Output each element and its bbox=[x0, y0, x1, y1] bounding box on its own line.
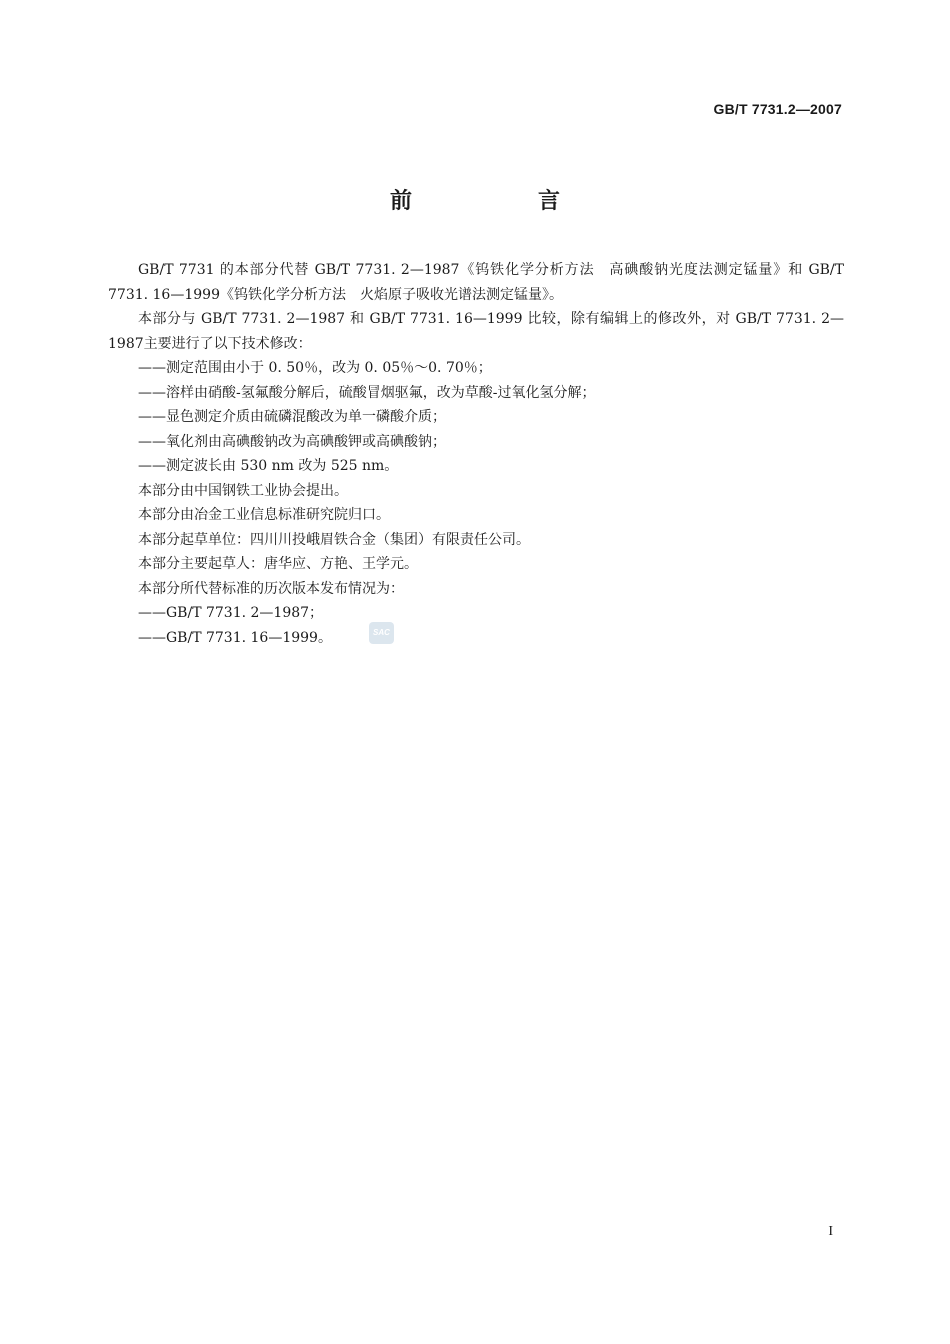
list-item-change: ——溶样由硝酸-氢氟酸分解后，硫酸冒烟驱氟，改为草酸-过氧化氢分解； bbox=[138, 384, 596, 401]
paragraph-replacement: GB/T 7731 的本部分代替 GB/T 7731. 2—1987《钨铁化学分析方法 高碘酸钠光度法测定锰量》和 GB/T 7731. 16—1999《钨铁化学分析方法 火焰原子吸收光谱法测定锰量》。 bbox=[108, 262, 844, 303]
page-title: 前 言 bbox=[389, 189, 612, 214]
paragraph-comparison: 本部分与 GB/T 7731. 2—1987 和 GB/T 7731. 16—1999 比较，除有编辑上的修改外，对 GB/T 7731. 2—1987主要进行了以下技术修改： bbox=[108, 311, 844, 352]
list-item-history: ——GB/T 7731. 16—1999。 bbox=[138, 629, 332, 646]
paragraph-history-intro: 本部分所代替标准的历次版本发布情况为： bbox=[138, 580, 404, 597]
sac-watermark-logo: SAC bbox=[369, 622, 394, 644]
list-item-change: ——测定波长由 530 nm 改为 525 nm。 bbox=[138, 458, 399, 474]
paragraph-drafters: 本部分主要起草人：唐华应、方艳、王学元。 bbox=[138, 556, 418, 572]
standard-code: GB/T 7731.2—2007 bbox=[713, 101, 842, 117]
list-item-change: ——氧化剂由高碘酸钠改为高碘酸钾或高碘酸钠； bbox=[138, 433, 446, 450]
list-item-change: ——显色测定介质由硫磷混酸改为单一磷酸介质； bbox=[138, 409, 446, 425]
paragraph-drafting-unit: 本部分起草单位：四川川投峨眉铁合金（集团）有限责任公司。 bbox=[138, 531, 530, 548]
list-item-change: ——测定范围由小于 0. 50％，改为 0. 05％～0. 70％； bbox=[138, 360, 492, 376]
paragraph-administrator: 本部分由冶金工业信息标准研究院归口。 bbox=[138, 507, 390, 523]
paragraph-proposer: 本部分由中国钢铁工业协会提出。 bbox=[138, 482, 348, 499]
list-item-history: ——GB/T 7731. 2—1987； bbox=[138, 605, 324, 621]
page-number: I bbox=[828, 1224, 833, 1239]
body-text bbox=[108, 258, 844, 650]
